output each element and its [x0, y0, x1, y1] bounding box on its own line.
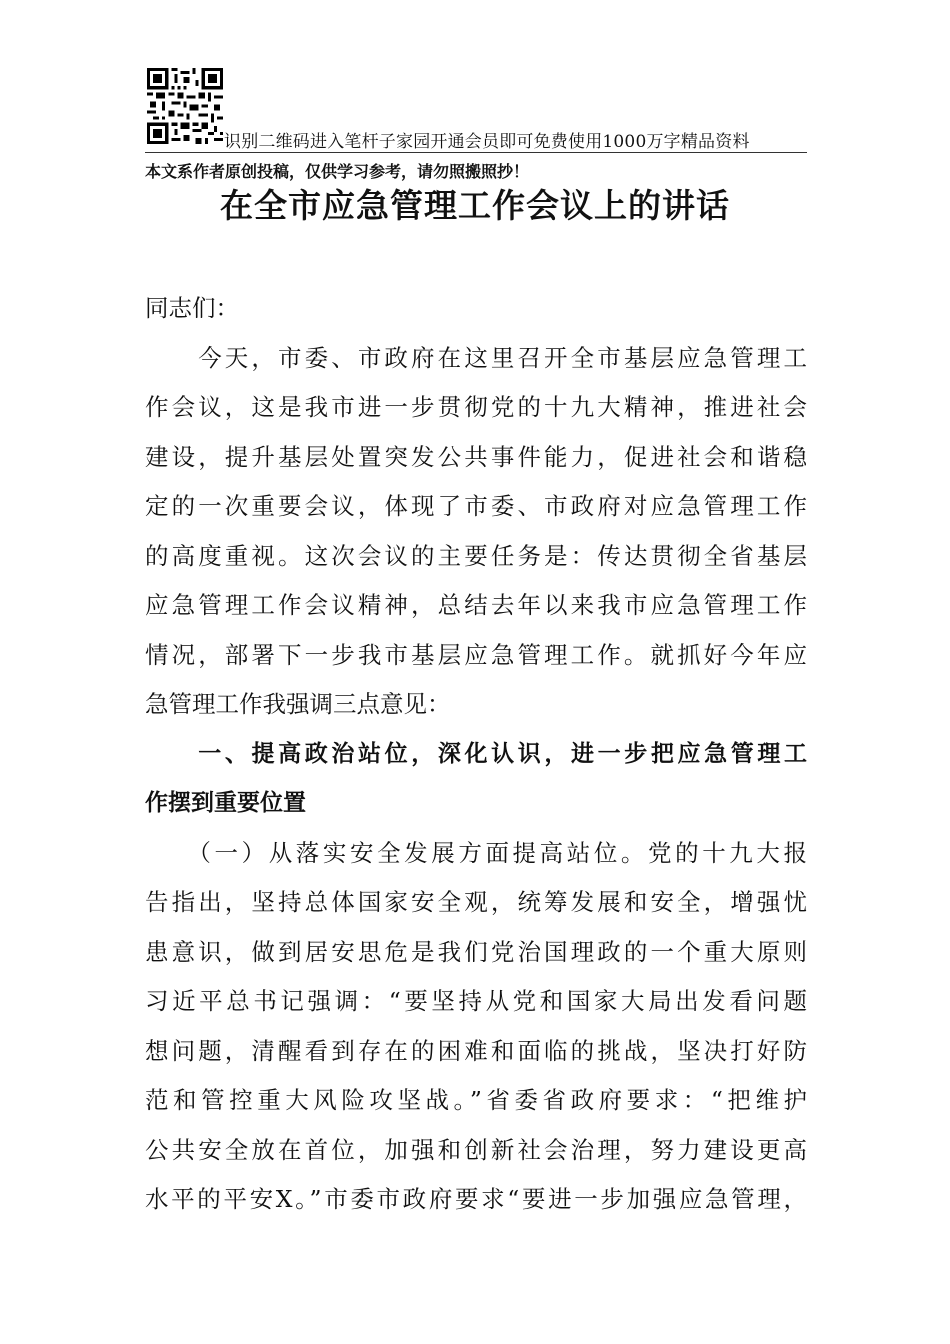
body-line: 今天，市委、市政府在这里召开全市基层应急管理工 — [145, 343, 807, 372]
header-divider — [145, 152, 807, 153]
body-line: 患意识，做到居安思危是我们党治国理政的一个重大原则 — [145, 937, 807, 966]
body-line: 水平的平安X。”市委市政府要求“要进一步加强应急管理， — [145, 1185, 807, 1213]
salutation: 同志们： — [145, 294, 239, 322]
page-header — [145, 68, 807, 154]
section-heading: 一、提高政治站位，深化认识，进一步把应急管理工 — [145, 740, 807, 767]
body-line: （一）从落实安全发展方面提高站位。党的十九大报 — [145, 838, 807, 867]
section-heading: 作摆到重要位置 — [145, 790, 306, 816]
copyright-notice: 本文系作者原创投稿，仅供学习参考，请勿照搬照抄！ — [145, 162, 530, 181]
body-line: 应急管理工作会议精神，总结去年以来我市应急管理工作 — [145, 591, 807, 619]
document-title: 在全市应急管理工作会议上的讲话 — [220, 186, 730, 225]
body-line: 范和管控重大风险攻坚战。”省委省政府要求：“把维护 — [145, 1086, 807, 1114]
body-line: 急管理工作我强调三点意见： — [145, 690, 451, 718]
body-line: 建设，提升基层处置突发公共事件能力，促进社会和谐稳 — [145, 442, 807, 471]
body-line: 想问题，清醒看到存在的困难和面临的挑战，坚决打好防 — [145, 1036, 807, 1065]
body-line: 定的一次重要会议，体现了市委、市政府对应急管理工作 — [145, 492, 807, 520]
body-line: 公共安全放在首位，加强和创新社会治理，努力建设更高 — [145, 1135, 807, 1164]
body-line: 告指出，坚持总体国家安全观，统筹发展和安全，增强忧 — [145, 888, 807, 916]
document-body — [145, 284, 807, 1225]
body-line: 习近平总书记强调：“要坚持从党和国家大局出发看问题 — [145, 987, 807, 1015]
body-line: 的高度重视。这次会议的主要任务是：传达贯彻全省基层 — [145, 541, 807, 570]
body-line: 作会议，这是我市进一步贯彻党的十九大精神，推进社会 — [145, 393, 807, 421]
header-banner-text: 识别二维码进入笔杆子家园开通会员即可免费使用1000万字精品资料 — [224, 132, 750, 152]
qr-code-icon — [147, 68, 223, 144]
body-line: 情况，部署下一步我市基层应急管理工作。就抓好今年应 — [145, 640, 807, 669]
